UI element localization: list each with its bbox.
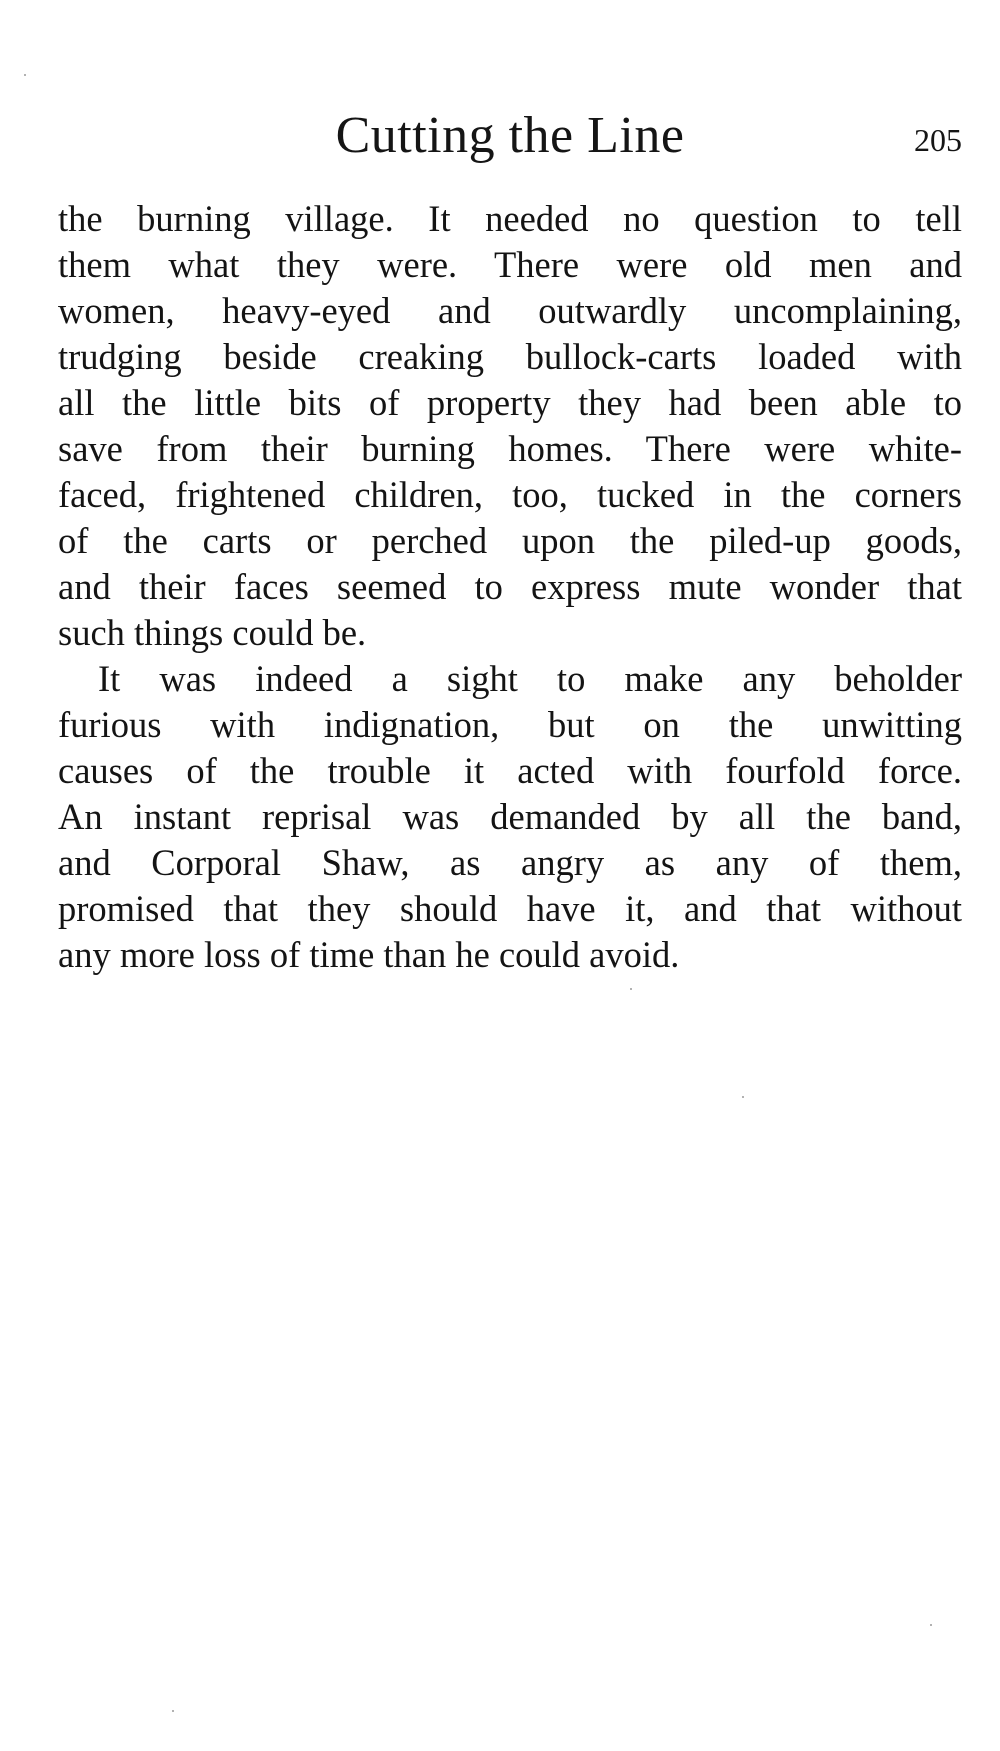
text-line: of the carts or perched upon the piled-up goods, bbox=[58, 520, 962, 561]
text-line: causes of the trouble it acted with fourfold force. bbox=[58, 750, 962, 791]
running-title: Cutting the Line bbox=[335, 107, 685, 164]
text-line: It was indeed a sight to make any beholder bbox=[98, 658, 962, 699]
text-line: women, heavy-eyed and outwardly uncomplaining, bbox=[58, 290, 962, 331]
paragraph-2 bbox=[58, 656, 962, 978]
text-line: and Corporal Shaw, as angry as any of them, bbox=[58, 842, 962, 883]
text-line: and their faces seemed to express mute wonder that bbox=[58, 566, 962, 607]
scan-speck bbox=[930, 1624, 932, 1626]
text-line: promised that they should have it, and that without bbox=[58, 888, 962, 929]
scan-speck bbox=[630, 988, 632, 990]
text-line: them what they were. There were old men and bbox=[58, 244, 962, 285]
text-line: faced, frightened children, too, tucked in the corners bbox=[58, 474, 962, 515]
text-line: all the little bits of property they had been able to bbox=[58, 382, 962, 423]
scan-speck bbox=[742, 1096, 744, 1098]
text-line: trudging beside creaking bullock-carts loaded with bbox=[58, 336, 962, 377]
text-line: An instant reprisal was demanded by all the band, bbox=[58, 796, 962, 837]
body-text bbox=[58, 196, 962, 978]
text-line: such things could be. bbox=[58, 612, 367, 653]
scan-speck bbox=[172, 1710, 174, 1712]
paragraph-1 bbox=[58, 196, 962, 656]
text-line: the burning village. It needed no question to tell bbox=[58, 198, 962, 239]
page-number: 205 bbox=[914, 122, 962, 158]
scan-speck bbox=[24, 74, 26, 76]
text-line: save from their burning homes. There were white- bbox=[58, 428, 962, 469]
running-head bbox=[58, 104, 962, 168]
text-line: furious with indignation, but on the unwitting bbox=[58, 704, 962, 745]
text-line: any more loss of time than he could avoid. bbox=[58, 934, 680, 975]
